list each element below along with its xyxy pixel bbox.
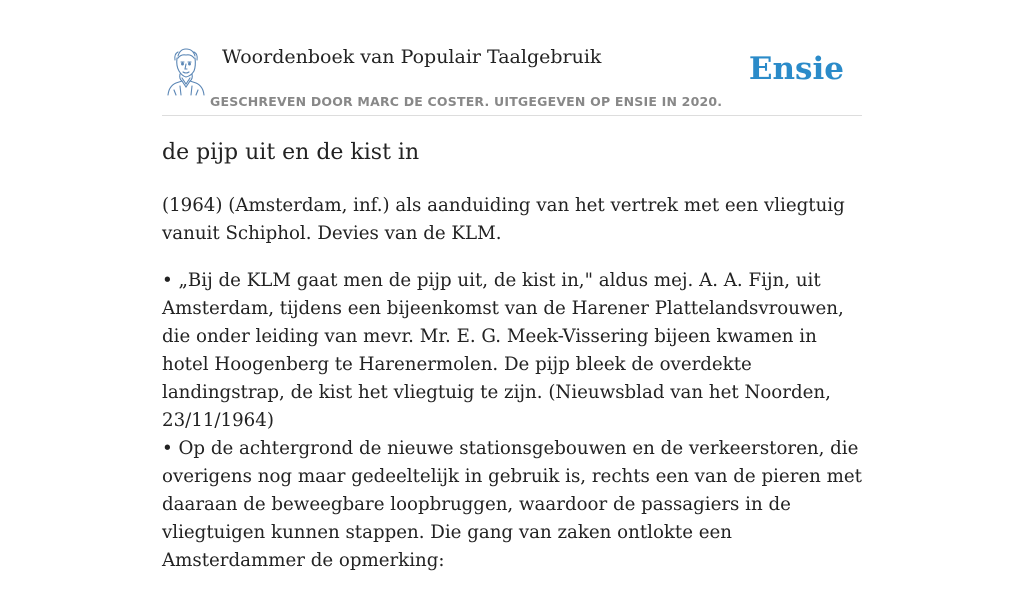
entry-body [162,192,862,594]
ensie-logo[interactable]: Ensie [748,51,844,87]
site-header [162,42,862,116]
book-title[interactable]: Woordenboek van Populair Taalgebruik [222,46,602,68]
entry-term: de pijp uit en de kist in [162,140,420,165]
entry-definition: (1964) (Amsterdam, inf.) als aanduiding van het vertrek met een vliegtuig vanuit Schiphol. Devies van de KLM. [162,195,845,244]
entry-quotes [162,267,862,575]
author-portrait-icon [164,46,208,96]
byline: GESCHREVEN DOOR MARC DE COSTER. UITGEGEVEN OP ENSIE IN 2020. [210,94,723,109]
quote-item: • „Bij de KLM gaat men de pijp uit, de kist in," aldus mej. A. A. Fijn, uit Amsterdam, tijdens een bijeenkomst van de Harener Plattelandsvrouwen, die onder leiding van mevr. Mr. E. G. Meek-Vissering bijeen kwamen in hotel Hoogenberg te Harenermolen. De pijp bleek de overdekte landingstrap, de kist het vliegtuig te zijn. (Nieuwsblad van het Noorden, 23/11/1964) [162,270,844,431]
quote-item: • Op de achtergrond de nieuwe stationsgebouwen en de verkeerstoren, die overigens nog maar gedeeltelijk in gebruik is, rechts een van de pieren met daaraan de beweegbare loopbruggen, waardoor de passagiers in de vliegtuigen kunnen stappen. Die gang van zaken ontlokte een Amsterdammer de opmerking: [162,438,862,571]
